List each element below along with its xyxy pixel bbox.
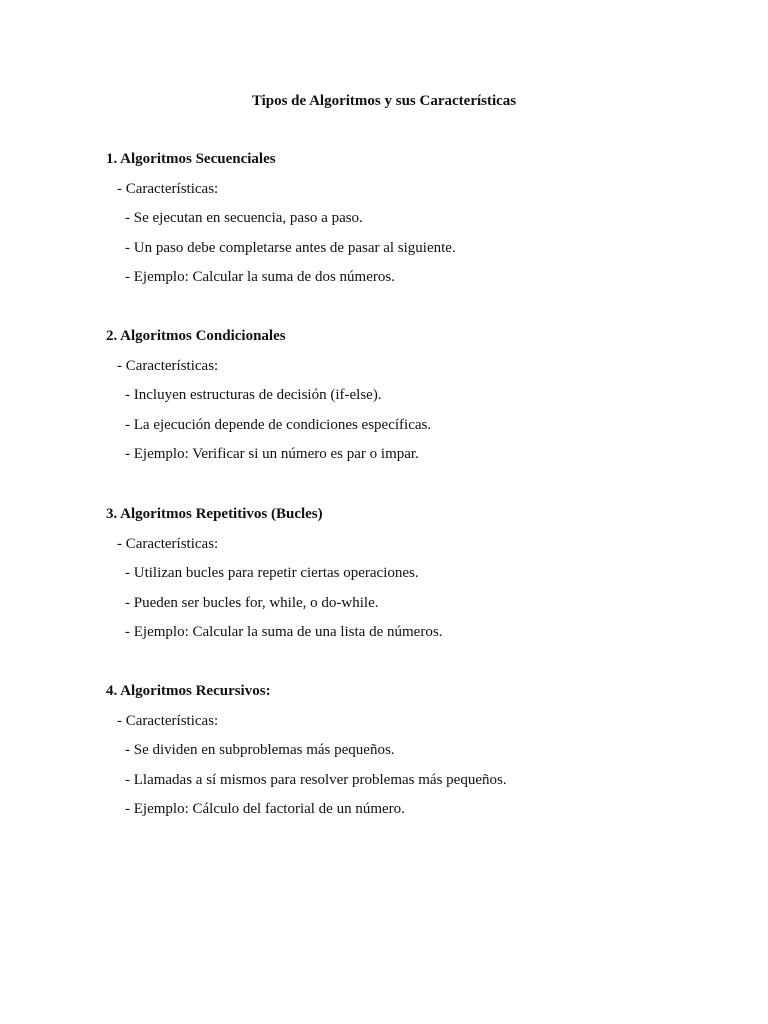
section-repetitive-algorithms <box>106 500 706 648</box>
list-item: - Incluyen estructuras de decisión (if-else). <box>125 387 382 404</box>
section-subheading: - Características: <box>117 357 219 374</box>
section-recursive-algorithms <box>106 677 706 825</box>
section-sequential-algorithms <box>106 145 706 293</box>
list-item: - Ejemplo: Calcular la suma de una lista de números. <box>125 624 443 641</box>
list-item: - Ejemplo: Calcular la suma de dos números. <box>125 269 395 286</box>
list-item: - Un paso debe completarse antes de pasar al siguiente. <box>125 239 456 256</box>
list-item: - Llamadas a sí mismos para resolver problemas más pequeños. <box>125 771 507 788</box>
section-heading: 3. Algoritmos Repetitivos (Bucles) <box>106 506 323 522</box>
section-subheading: - Características: <box>117 712 219 729</box>
list-item: - Se dividen en subproblemas más pequeños. <box>125 742 395 759</box>
list-item: - La ejecución depende de condiciones específicas. <box>125 416 432 433</box>
document-title: Tipos de Algoritmos y sus Características <box>251 93 517 109</box>
list-item: - Se ejecutan en secuencia, paso a paso. <box>125 210 363 227</box>
list-item: - Pueden ser bucles for, while, o do-while. <box>125 594 379 611</box>
list-item: - Ejemplo: Cálculo del factorial de un número. <box>125 801 405 818</box>
section-heading: 1. Algoritmos Secuenciales <box>106 151 276 167</box>
section-heading: 4. Algoritmos Recursivos: <box>106 683 271 699</box>
section-conditional-algorithms <box>106 322 706 470</box>
list-item: - Utilizan bucles para repetir ciertas operaciones. <box>125 565 419 582</box>
section-heading: 2. Algoritmos Condicionales <box>106 328 286 344</box>
section-subheading: - Características: <box>117 535 219 552</box>
section-subheading: - Características: <box>117 180 219 197</box>
list-item: - Ejemplo: Verificar si un número es par o impar. <box>125 446 419 463</box>
